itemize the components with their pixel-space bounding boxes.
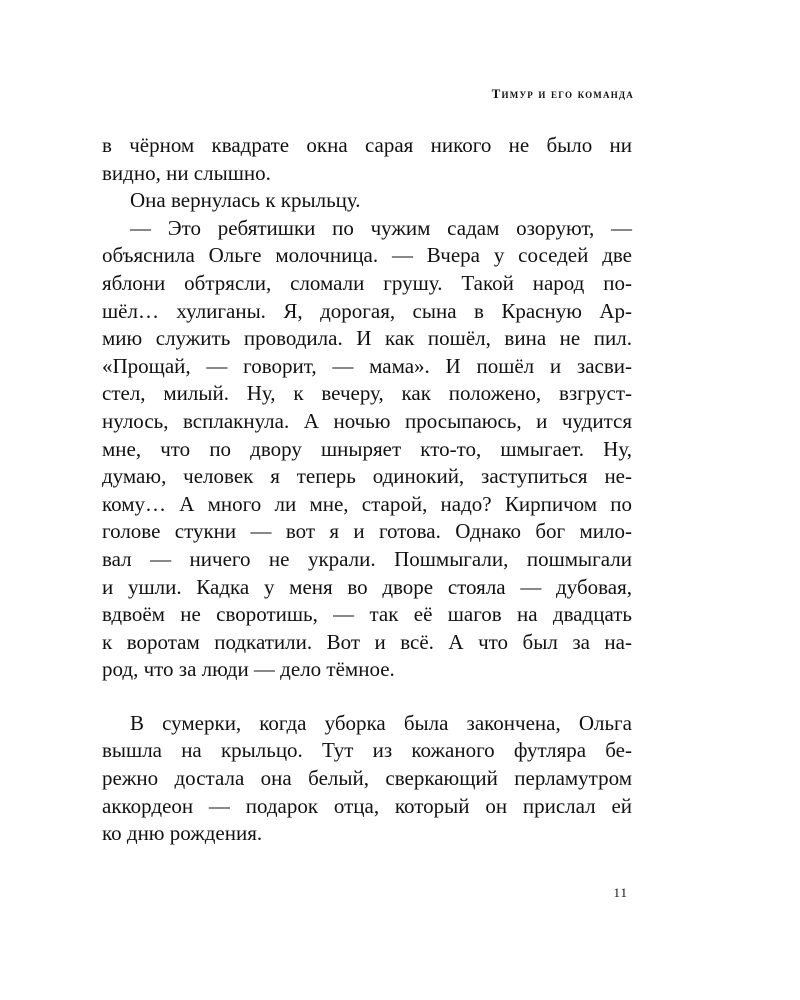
- text-line: и ушли. Кадка у меня во дворе стояла — дубовая,: [102, 574, 632, 599]
- text-line: режно достала она белый, сверкающий перламутром: [102, 766, 632, 791]
- text-line: — Это ребятишки по чужим садам озоруют, —: [130, 215, 632, 240]
- body-text: [102, 132, 632, 848]
- text-line: кому… А много ли мне, старой, надо? Кирпичом по: [102, 491, 632, 516]
- text-line: думаю, человек я теперь одинокий, заступиться не-: [102, 464, 632, 489]
- text-line: к воротам подкатили. Вот и всё. А что был за на-: [102, 629, 632, 654]
- text-line: объяснила Ольге молочница. — Вчера у соседей две: [102, 243, 632, 268]
- text-line: в чёрном квадрате окна сарая никого не было ни: [102, 133, 632, 157]
- running-title: Тимур и его команда: [491, 86, 634, 101]
- page-number: 11: [613, 885, 628, 900]
- text-line: род, что за люди — дело тёмное.: [102, 657, 395, 682]
- text-line: «Прощай, — говорит, — мама». И пошёл и засви-: [102, 353, 632, 378]
- text-line: вышла на крыльцо. Тут из кожаного футляра бе-: [102, 738, 632, 763]
- text-line: голове стукни — вот я и готова. Однако бог мило-: [102, 519, 632, 544]
- text-line: Она вернулась к крыльцу.: [130, 188, 361, 213]
- text-line: аккордеон — подарок отца, который он прислал ей: [102, 793, 632, 818]
- text-line: шёл… хулиганы. Я, дорогая, сына в Красную Ар-: [102, 298, 632, 323]
- text-line: видно, ни слышно.: [102, 160, 271, 185]
- text-line: нулось, всплакнула. А ночью просыпаюсь, и чудится: [102, 408, 632, 433]
- text-line: вал — ничего не украли. Пошмыгали, пошмыгали: [102, 546, 632, 571]
- text-line: стел, милый. Ну, к вечеру, как положено, взгруст-: [102, 381, 632, 406]
- text-line: мию служить проводила. И как пошёл, вина не пил.: [102, 326, 632, 351]
- text-line: В сумерки, когда уборка была закончена, Ольга: [130, 710, 632, 735]
- text-line: мне, что по двору шныряет кто-то, шмыгает. Ну,: [102, 436, 632, 461]
- section-break: [102, 684, 632, 710]
- text-line: ко дню рождения.: [102, 821, 263, 846]
- text-line: вдвоём не своротишь, — так её шагов на двадцать: [102, 602, 632, 627]
- text-line: яблони обтрясли, сломали грушу. Такой народ по-: [102, 270, 632, 295]
